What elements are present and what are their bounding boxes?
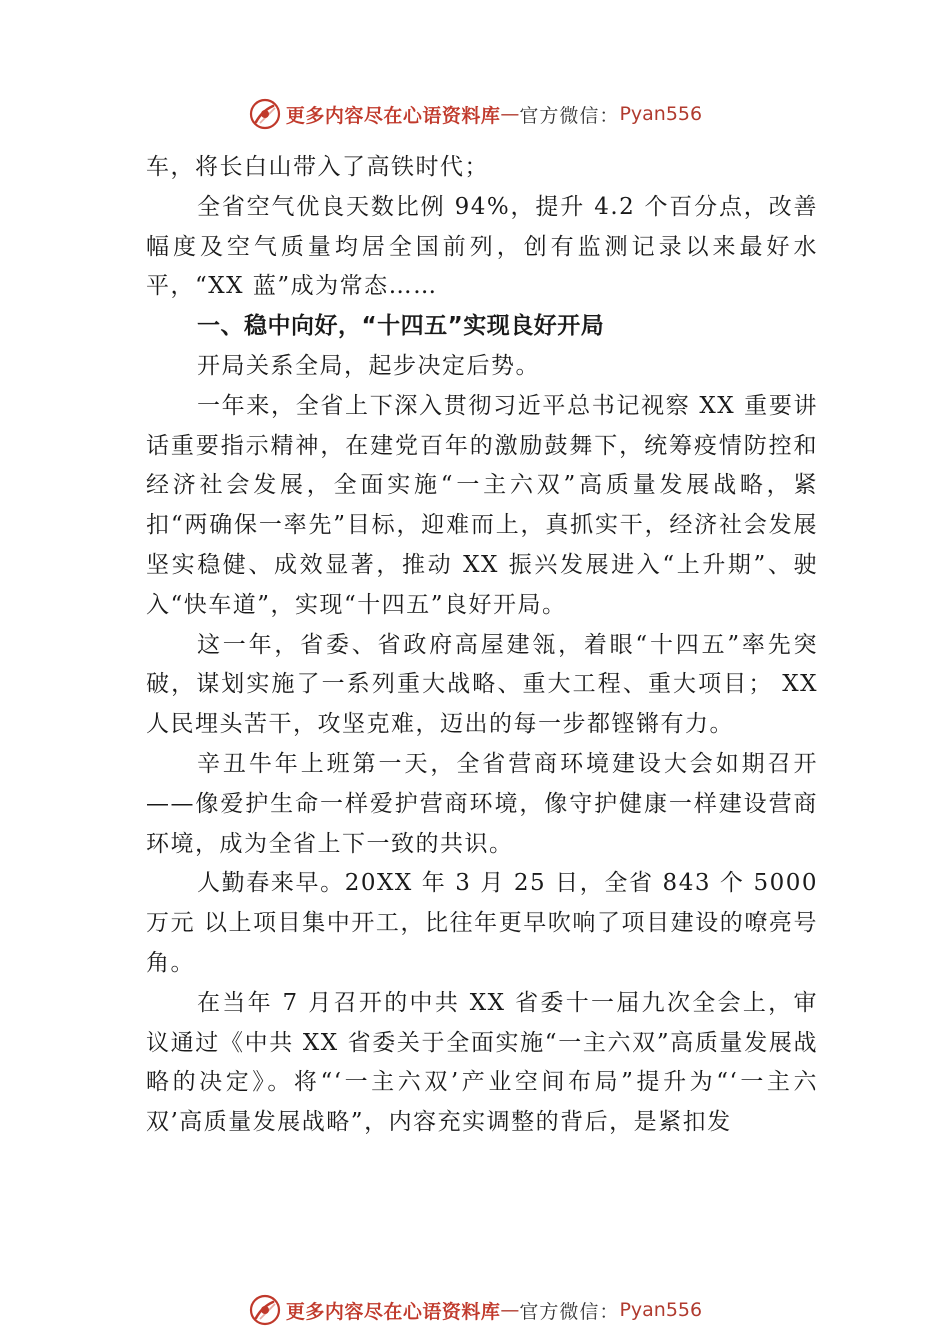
paragraph-continuation: 车，将长白山带入了高铁时代； — [146, 154, 489, 180]
banner-dash: — — [500, 103, 520, 125]
paragraph: 辛丑牛年上班第一天，全省营商环境建设大会如期召开——像爱护生命一样爱护营商环境，像守护健康一样建设营商环境，成为全省上下一致的共识。 — [146, 750, 818, 857]
banner-wechat-id: Pyan556 — [619, 103, 703, 125]
paragraph: 这一年，省委、省政府高屋建瓴，着眼“十四五”率先突破，谋划实施了一系列重大战略、重大工程、重大项目； XX 人民埋头苦干，攻坚克难，迈出的每一步都铿锵有力。 — [146, 631, 818, 738]
library-logo-icon — [248, 97, 282, 131]
banner-wechat-id: Pyan556 — [619, 1299, 703, 1321]
banner-wechat-label: 官方微信： — [519, 104, 620, 127]
banner-wechat-label: 官方微信： — [519, 1300, 620, 1323]
banner-library-text: 更多内容尽在心语资料库 — [285, 1300, 501, 1323]
banner-dash: — — [500, 1299, 520, 1321]
paragraph: 开局关系全局，起步决定后势。 — [197, 352, 540, 379]
banner-library-text: 更多内容尽在心语资料库 — [285, 104, 501, 127]
paragraph: 一年来，全省上下深入贯彻习近平总书记视察 XX 重要讲话重要指示精神，在建党百年的激励鼓舞下，统筹疫情防控和经济社会发展，全面实施“一主六双”高质量发展战略，紧扣“两确保一率先”目标，迎难而上，真抓实干，经济社会发展坚实稳健、成效显著，推动 XX 振兴发展进入“上升期”、驶入“快车道”，实现“十四五”良好开局。 — [146, 392, 818, 618]
footer-watermark-banner — [0, 1290, 950, 1330]
header-watermark-banner — [0, 94, 950, 134]
paragraph: 人勤春来早。20XX 年 3 月 25 日，全省 843 个 5000 万元 以上项目集中开工，比往年更早吹响了项目建设的嘹亮号角。 — [146, 870, 818, 976]
section-heading: 一、稳中向好，“十四五”实现良好开局 — [197, 313, 605, 340]
paragraph: 在当年 7 月召开的中共 XX 省委十一届九次全会上，审议通过《中共 XX 省委关于全面实施“一主六双”高质量发展战略的决定》。将“‘一主六双’产业空间布局”提升为“‘一主六双’高质量发展战略”，内容充实调整的背后，是紧扣发 — [146, 989, 818, 1136]
paragraph: 全省空气优良天数比例 94%，提升 4.2 个百分点，改善幅度及空气质量均居全国前列，创有监测记录以来最好水平，“XX 蓝”成为常态…… — [146, 193, 818, 300]
document-body — [146, 148, 818, 1143]
library-logo-icon — [248, 1293, 282, 1327]
